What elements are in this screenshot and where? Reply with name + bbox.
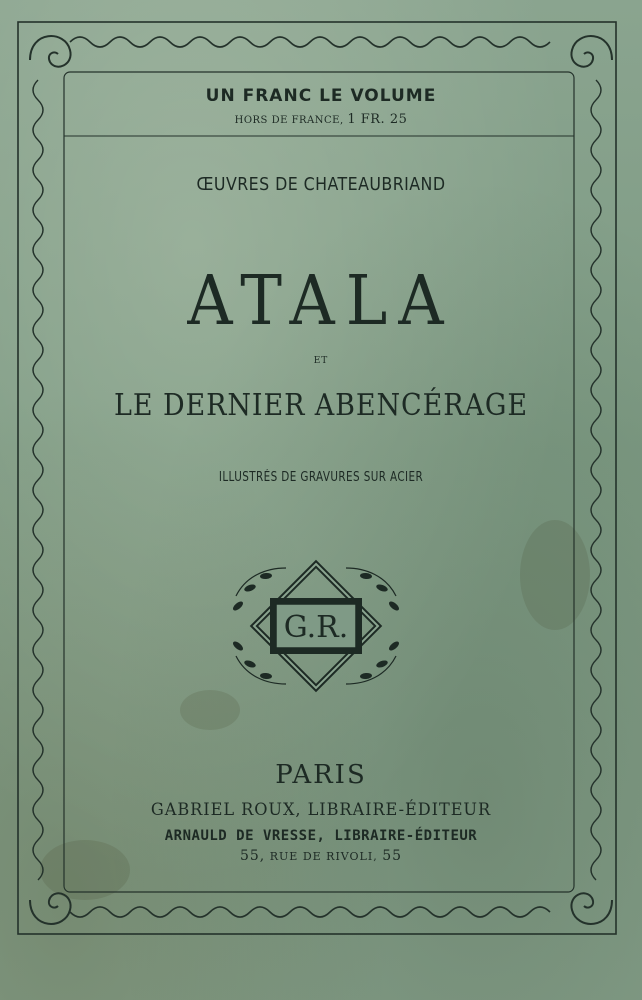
address-line	[0, 848, 642, 864]
gr-emblem	[231, 564, 400, 688]
publisher-1: GABRIEL ROUX, LIBRAIRE-ÉDITEUR	[150, 800, 492, 820]
address-number: 55,	[239, 848, 266, 864]
emblem-monogram: G.R.	[283, 610, 349, 645]
top-flourish	[70, 37, 550, 47]
book-title: ATALA	[187, 262, 455, 341]
bottom-flourish	[70, 907, 550, 917]
price-line: UN FRANC LE VOLUME	[205, 86, 437, 106]
illustrations-line: ILLUSTRÉS DE GRAVURES SUR ACIER	[218, 470, 424, 485]
price-sub-line	[0, 112, 642, 127]
publisher-2: ARNAULD DE VRESSE, LIBRAIRE-ÉDITEUR	[164, 828, 478, 844]
book-subtitle: LE DERNIER ABENCÉRAGE	[114, 388, 528, 423]
address-street: RUE DE RIVOLI,	[269, 850, 378, 863]
conjunction: ET	[313, 356, 329, 366]
city: PARIS	[275, 760, 367, 790]
works-line: ŒUVRES DE CHATEAUBRIAND	[196, 174, 446, 195]
price-sub-label: HORS DE FRANCE,	[234, 115, 344, 126]
price-sub-value: 1 FR. 25	[347, 112, 408, 127]
address-number-end: 55	[382, 848, 403, 864]
